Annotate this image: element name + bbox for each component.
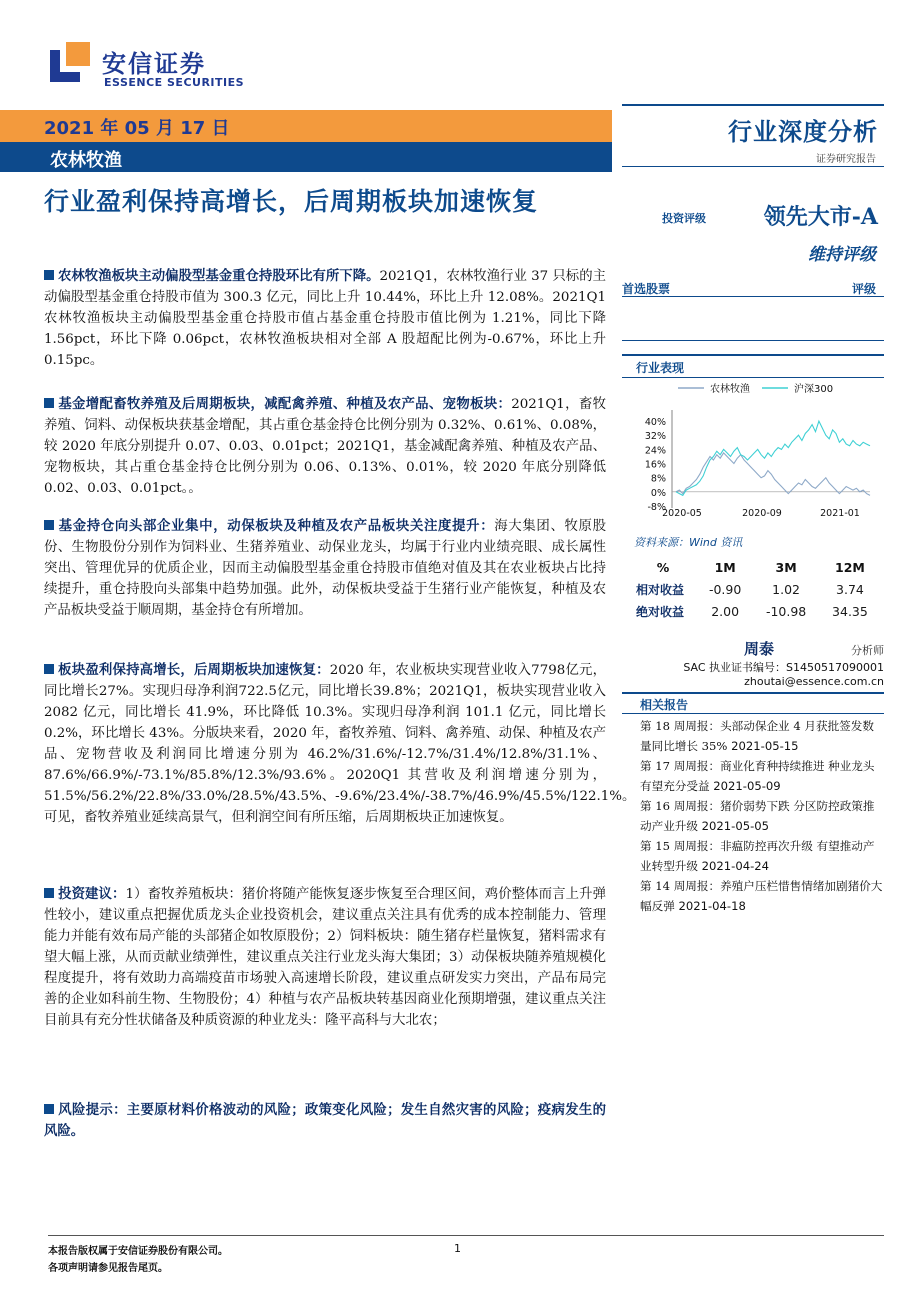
related-report-date: 2021-05-15 [731,739,799,753]
paragraph-concentration [44,516,606,621]
returns-cell: -0.90 [708,581,742,597]
divider [622,166,884,167]
returns-row-label: 绝对收益 [636,604,685,619]
page-title: 行业盈利保持高增长，后周期板块加速恢复 [44,187,539,216]
bullet-square-icon [44,398,54,408]
related-report-date: 2021-05-09 [713,779,781,793]
divider [622,692,884,694]
y-tick-label: 24% [644,445,666,457]
related-reports-list [640,716,884,916]
table-row [628,578,880,600]
related-report-date: 2021-04-24 [701,859,770,873]
y-tick-label: 40% [644,417,666,429]
paragraph-profit-growth [44,660,636,828]
performance-title: 行业表现 [636,361,685,375]
brand-name-en: ESSENCE SECURITIES [104,76,245,89]
report-subtitle: 证券研究报告 [816,154,876,165]
divider [622,104,884,106]
related-report-item[interactable] [640,796,884,836]
report-date: 2021 年 05 月 17 日 [44,118,230,139]
returns-header-row [628,556,880,578]
top-picks-label: 首选股票 [622,282,671,296]
rating-value: 领先大市-A [763,204,878,230]
paragraph-body: 2020 年，农业板块实现营业收入7798亿元，同比增长27%。实现归母净利润722.5亿元，同比增长39.8%；2021Q1，板块实现营业收入 2082 亿元，同比增长 41.9%，环比降低 10.3%。实现归母净利润 101.1 亿元，同比增长 0.2%，环比增长 43%。分版块来看，2020 年，畜牧养殖、饲料、禽养殖、动保、种植及农产品、宠物营收及利润同比增速分别为 46.2%/31.6%/-12.7%/31.4%/12.8%/31.1%、87.6%/66.9%/-73.1%/85.8%/12.3%/93.6%。2020Q1 其营收及利润增速分别为，51.5%/56.2%/22.8%/33.0%/28.5%/43.5%、-9.6%/23.4%/-38.7%/46.9%/45.5%/122.1%。可见，畜牧养殖业延续高景气，但利润空间有所压缩，后周期板块正加速恢复。 [44,663,636,825]
returns-header-cell: % [656,559,670,575]
performance-chart [622,378,884,528]
returns-header-cell: 3M [775,559,797,575]
paragraph-lead: 农林牧渔板块主动偏股型基金重仓持股环比有所下降。 [58,268,380,284]
divider [622,296,884,297]
paragraph-lead: 基金持仓向头部企业集中，动保板块及种植及农产品板块关注度提升： [58,518,495,534]
related-report-date: 2021-05-05 [701,819,770,833]
x-tick-label: 2020-09 [742,508,782,519]
returns-table [628,556,880,622]
paragraph-lead: 风险提示：主要原材料价格波动的风险；政策变化风险；发生自然灾害的风险；疫病发生的风险。 [44,1102,606,1139]
paragraph-risk [44,1100,606,1142]
returns-cell: 2.00 [711,603,740,619]
series-line [676,453,870,496]
paragraph-lead: 基金增配畜牧养殖及后周期板块，减配禽养殖、种植及农产品、宠物板块： [58,396,512,412]
paragraph-body: 2021Q1，农林牧渔行业 37 只标的主动偏股型基金重仓持股市值为 300.3 亿元，同比上升 10.44%，环比上升 12.08%。2021Q1 农林牧渔板块主动偏股型基金重仓持股市值占基金重仓持股市值比例为 1.21%，同比下降 1.56pct，环比下降 0.06pct，农林牧渔板块相对全部 A 股超配比例为-0.67%，环比上升 0.15pc。 [44,269,606,368]
footer-copyright: 本报告版权属于安信证券股份有限公司。 [48,1246,228,1257]
analyst-role: 分析师 [851,644,884,657]
x-tick-label: 2021-01 [820,508,860,519]
y-tick-label: -8% [647,502,666,513]
x-tick-label: 2020-05 [662,508,702,519]
rating-maintain: 维持评级 [808,245,876,265]
related-report-text: 第 14 周周报：养殖户压栏惜售情绪加剧猪价大幅反弹 [640,879,883,913]
related-report-text: 第 17 周周报：商业化育种持续推进 种业龙头有望充分受益 [640,759,875,793]
returns-cell: 3.74 [836,581,864,597]
related-reports-title: 相关报告 [640,698,689,712]
paragraph-fund-holdings [44,266,606,371]
related-report-text: 第 18 周周报：头部动保企业 4 月获批签发数量同比增长 35% [640,719,874,753]
bullet-square-icon [44,1104,54,1114]
divider [622,340,884,341]
y-tick-label: 32% [644,431,666,443]
paragraph-investment-advice [44,884,606,1031]
y-tick-label: 16% [644,459,666,471]
paragraph-body: 2021Q1，畜牧养殖、饲料、动保板块获基金增配，其占重仓基金持仓比例分别为 0.32%、0.61%、0.08%，较 2020 年底分别提升 0.07、0.03、0.01pct；2021Q1，基金减配禽养殖、种植及农产品、宠物板块，其占重仓基金持仓比例分别为 0.06、0.13%、0.01%，较 2020 年底分别降低 0.02、0.03、0.01pct。。 [44,397,606,496]
analyst-name: 周泰 [744,640,775,658]
footer-divider [48,1235,884,1236]
bullet-square-icon [44,888,54,898]
rating-label: 投资评级 [662,212,706,225]
analyst-sac: SAC 执业证书编号：S1450517090001 [683,661,884,674]
related-report-text: 第 16 周周报：猪价弱势下跌 分区防控政策推动产业升级 [640,799,875,833]
paragraph-lead: 板块盈利保持高增长，后周期板块加速恢复： [58,662,330,678]
footer-disclaimer: 各项声明请参见报告尾页。 [48,1263,168,1274]
analyst-email[interactable]: zhoutai@essence.com.cn [744,675,884,688]
bullet-square-icon [44,270,54,280]
paragraph-lead: 投资建议： [58,886,126,902]
legend-label: 沪深300 [794,384,834,395]
page-number: 1 [454,1242,461,1255]
returns-cell: -10.98 [765,603,807,619]
y-tick-label: 8% [650,473,666,485]
sector-name: 农林牧渔 [50,150,122,171]
related-report-item[interactable] [640,836,884,876]
chart-source: 资料来源：Wind 资讯 [634,536,743,549]
bullet-square-icon [44,520,54,530]
returns-header-cell: 12M [835,559,865,575]
brand-logo-icon [48,40,92,84]
returns-cell: 1.02 [772,581,801,597]
paragraph-body: 海大集团、牧原股份、生物股份分别作为饲料业、生猪养殖业、动保业龙头，均属于行业内业绩亮眼、成长属性突出、管理优异的优质企业，因而主动偏股型基金重仓持股市值绝对值及其在农业板块占比持续提升，重仓持股向头部集中趋势加强。此外，动保板块受益于生猪行业产能恢复，种植及农产品板块受益于顺周期，基金持仓有所增加。 [44,519,606,618]
divider [622,354,884,356]
related-report-item[interactable] [640,756,884,796]
report-type: 行业深度分析 [728,117,878,146]
paragraph-fund-allocation [44,394,606,499]
legend-label: 农林牧渔 [710,384,750,395]
paragraph-body: 1）畜牧养殖板块：猪价将随产能恢复逐步恢复至合理区间，鸡价整体而言上升弹性较小，建议重点把握优质龙头企业投资机会，建议重点关注具有优秀的成本控制能力、管理能力并能有效布局产能的头部猪企如牧原股份；2）饲料板块：随生猪存栏量恢复，猪料需求有望大幅上涨，从而贡献业绩弹性，建议重点关注行业龙头海大集团；3）动保板块随养殖规模化程度提升，将有效助力高端疫苗市场驶入高速增长阶段，建议重点研发实力突出，产品布局完善的企业如科前生物、生物股份；4）种植与农产品板块转基因商业化预期增强，建议重点关注目前具有充分性状储备及种质资源的种业龙头：隆平高科与大北农； [44,887,606,1028]
returns-cell: 34.35 [832,603,868,619]
brand-name: 安信证券 [102,50,206,78]
related-report-item[interactable] [640,876,884,916]
related-report-item[interactable] [640,716,884,756]
bullet-square-icon [44,664,54,674]
related-report-date: 2021-04-18 [678,899,746,913]
returns-row-label: 相对收益 [636,582,685,597]
top-picks-rating-label: 评级 [851,282,876,296]
returns-header-cell: 1M [714,559,736,575]
y-tick-label: 0% [650,487,666,499]
series-line [676,421,870,495]
related-report-text: 第 15 周周报：非瘟防控再次升级 有望推动产业转型升级 [640,839,875,873]
divider [622,713,884,714]
table-row [628,600,880,622]
